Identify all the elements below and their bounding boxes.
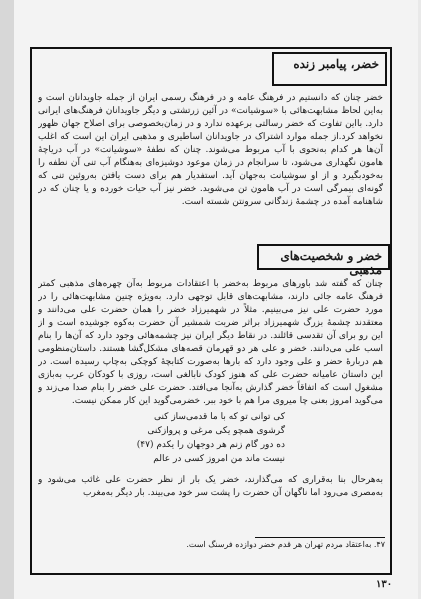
section-body: به‌هرحال بنا به‌قراری که می‌گذارند، خضر یک بار از نظر حضرت علی غائب می‌شود و به‌مصری می‌رود اما ناگهان آن حضرت را پشت سر خود می‌بیند. بار دیگر به‌مغرب (38, 475, 383, 498)
verse-line (115, 438, 285, 452)
section-heading: خضر و شخصیت‌های مذهبی (257, 244, 390, 270)
footnote-reference: (۴۷) (136, 440, 154, 450)
verse-text: ده دور گام زنم هر دوجهان را یکدم (156, 440, 285, 450)
footnote-divider (255, 537, 385, 538)
verse-line: گرشوی همچو یکی مرغی و پروازکنی (147, 426, 285, 436)
section-heading: خضر، پیامبر زنده (272, 52, 387, 86)
section-body: چنان که گفته شد باورهای مربوط به‌خضر با اعتقادات مربوط به‌آن چهره‌های مذهبی کمتر فرهنگ عامه جائی دارند، مشابهت‌های قابل توجهی دارد. به‌ویژه چنین مشابهت‌هائی را در مورد حضرت علی نیز می‌بینیم. مثلاً در شهمیرزاد خضر را همان حضرت علی می‌دانند و معتقدند چشمهٔ بزرگ شهمیرزاد براثر ضربت شمشیر آن حضرت به‌کوه جوشیده است و از این رو برای آن تقدسی قائلند. در نقاط دیگر ایران نیز چشمه‌هائی وجود دارد که آن‌ها را بنام اسب علی می‌دانند. خضر و علی هر دو قهرمان قصه‌های مشکل‌گشا هستند. داستان‌منظومی هم دربارهٔ حضر و علی وجود دارد که بارها به‌صورت کتابچهٔ کوچکی به‌چاپ رسیده است. در این داستان عامیانه حضرت علی که هنوز کودک نابالغی است، روزی با کودکان عرب به‌بازی مشغول است که اتفاقاً خضر گذارش به‌آنجا می‌افتد. حضرت علی خضر را بنام صدا می‌زند و می‌گوید امروز بعنی چا میروی مرا هم با خود ببر. خضرمی‌گوید این کار ممکن نیست. (38, 279, 383, 406)
verse-line: کی توانی تو که با ما قدمی‌ساز کنی (153, 412, 285, 422)
page-number: ۱۳۰ (376, 579, 393, 590)
scan-edge (0, 0, 14, 599)
section-body: خضر چنان که دانستیم در فرهنگ عامه و در فرهنگ رسمی ایران از جمله جاویدانان است و به‌این لحاظ مشابهت‌هائی با «سوشیانت» در آئین زرتشتی و دیگر جاویدانان فرهنگ‌های ایرانی دارد. بااین تفاوت که خضر رسالتی برعهده ندارد و در زمان‌بخصوصی برای اصلاح جهان ظهور نخواهد کرد.از جمله موارد اشتراک در جاویدانان اساطیری و مذهبی ایران این است که اغلب آن‌ها هر کدام به‌نحوی با آب مربوط می‌شوند. چنان که نطفهٔ «سوشیانت» در آب دریاچهٔ هامون نگهداری می‌شود، تا سرانجام در زمان موعود دوشیزه‌ای به‌هنگام آب تنی آن نطفه را به‌خودبگیرد و از او سوشیانت به‌جهان آید. استفدیار هم برای دست یافتن به‌روئین تنی که گونه‌ای بیمرگی است در آب هامون تن می‌شوید. خضر نیز آب حیات خورده و یا چنان که در شاهنامه آمده در چشمهٔ زندگانی سرونتن شسته است. (38, 93, 383, 207)
verse-line: نیست ماند من امروز کسی در عالم (153, 454, 285, 464)
footnote: ۴۷. به‌اعتقاد مردم تهران هر قدم خضر دوازده فرسنگ است. (186, 540, 385, 549)
